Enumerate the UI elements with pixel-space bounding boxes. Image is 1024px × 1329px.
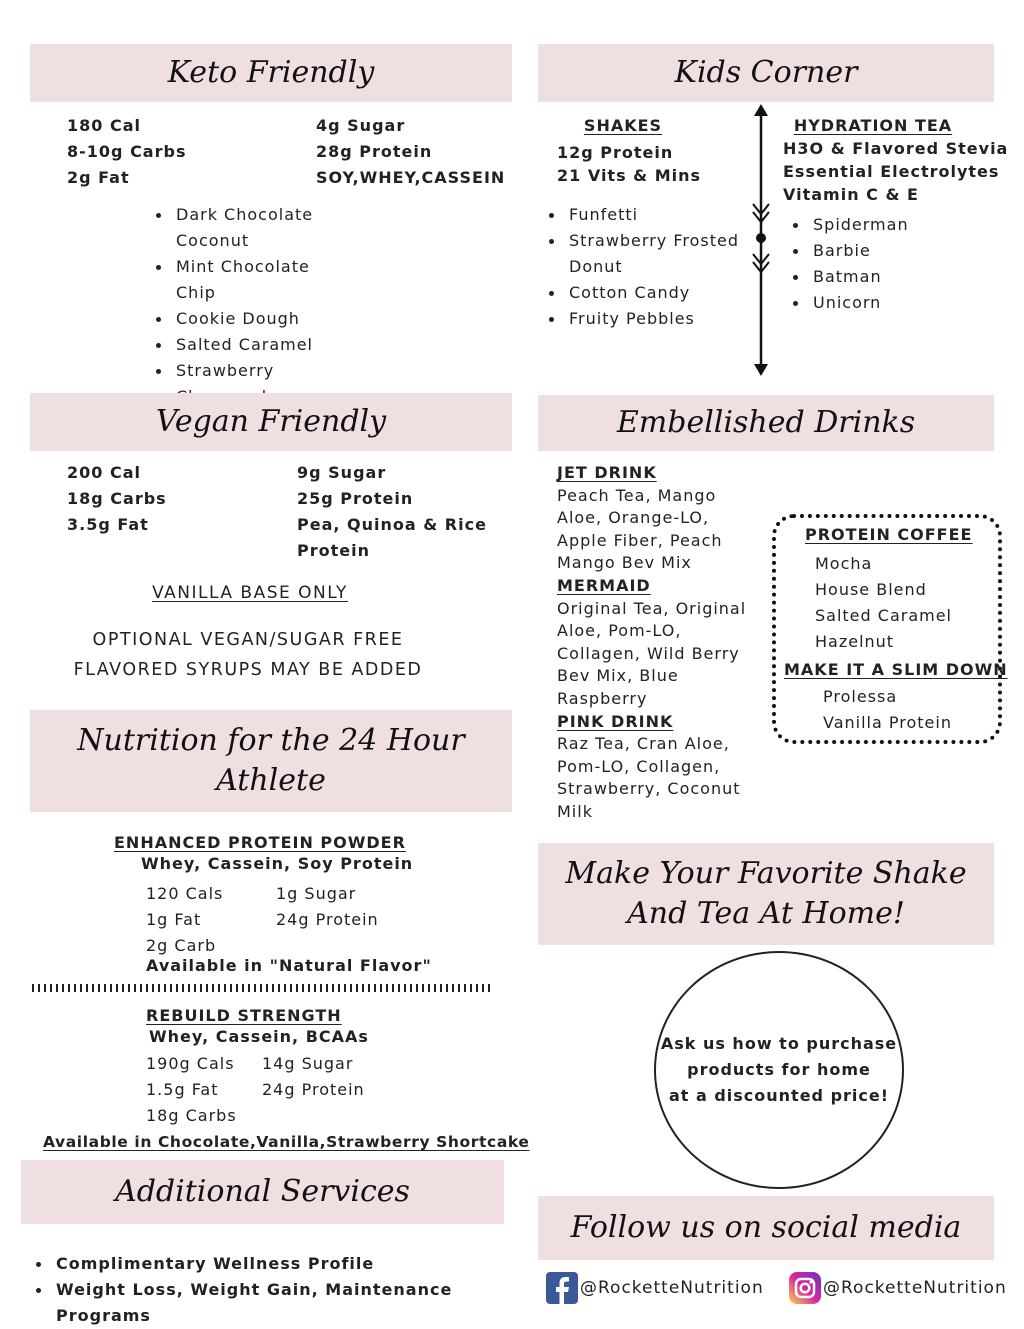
- home-title-line: Make Your Favorite Shake: [565, 855, 967, 891]
- embellished-title: [538, 395, 994, 451]
- keto-stat: 180 Cal: [67, 116, 141, 135]
- syrup-note-line: FLAVORED SYRUPS MAY BE ADDED: [73, 660, 423, 680]
- slim-heading: MAKE IT A SLIM DOWN: [784, 660, 1008, 679]
- stat: 120 Cals: [146, 884, 224, 903]
- list-item: Funfetti: [549, 202, 744, 228]
- list-item: Cotton Candy: [549, 280, 744, 306]
- list-item: Hazelnut: [815, 632, 895, 651]
- jet-drink-name: JET DRINK: [557, 463, 657, 482]
- vegan-stats-right: [297, 460, 507, 564]
- list-item: Vanilla Protein: [823, 713, 952, 732]
- shakes-info: [557, 141, 701, 187]
- keto-stat: 4g Sugar: [316, 116, 406, 135]
- keto-stat: 8-10g Carbs: [67, 142, 187, 161]
- purchase-line: at a discounted price!: [668, 1086, 890, 1105]
- wavy-divider: [32, 984, 494, 992]
- slim-list: [823, 684, 952, 736]
- instagram-icon: [789, 1272, 821, 1304]
- purchase-line: products for home: [687, 1060, 871, 1079]
- list-item: Strawberry: [156, 358, 331, 410]
- coffee-list: [815, 551, 952, 655]
- facebook-link[interactable]: [546, 1272, 764, 1304]
- home-title-line: And Tea At Home!: [627, 896, 905, 931]
- athlete-title: [30, 710, 512, 812]
- tea-info-line: Essential Electrolytes: [783, 162, 1000, 181]
- list-item: Mint Chocolate Chip: [156, 254, 331, 306]
- services-list: [36, 1251, 516, 1329]
- list-item: Batman: [793, 264, 963, 290]
- shakes-heading: SHAKES: [583, 116, 663, 135]
- p2-right: [262, 1051, 365, 1103]
- keto-stat: 2g Fat: [67, 168, 130, 187]
- list-item: Barbie: [793, 238, 963, 264]
- purchase-line: Ask us how to purchase: [660, 1034, 898, 1053]
- keto-stat: SOY,WHEY,CASSEIN: [316, 168, 506, 187]
- vegan-title: [30, 393, 512, 451]
- list-item: House Blend: [815, 580, 927, 599]
- keto-title-text: Keto Friendly: [167, 54, 375, 90]
- vegan-stat: Pea, Quinoa & Rice Protein: [297, 515, 487, 560]
- tea-info-line: Vitamin C & E: [783, 185, 919, 204]
- p1-availability: Available in "Natural Flavor": [146, 956, 432, 975]
- athlete-title-line: Nutrition for the 24 Hour: [77, 722, 465, 758]
- list-item: Prolessa: [823, 687, 898, 706]
- list-item: Unicorn: [793, 290, 963, 316]
- social-title-text: Follow us on social media: [570, 1209, 962, 1245]
- rebuild-sub: Whey, Cassein, BCAAs: [149, 1027, 369, 1046]
- list-item: Complimentary Wellness Profile: [36, 1251, 516, 1277]
- list-item: Spiderman: [793, 212, 963, 238]
- athlete-title-line: Athlete: [216, 763, 326, 798]
- keto-stat: 28g Protein: [316, 142, 433, 161]
- arrow-divider-icon: [748, 104, 774, 376]
- list-item: Cookie Dough: [156, 306, 331, 332]
- instagram-link[interactable]: [789, 1272, 1007, 1304]
- services-title: [21, 1160, 504, 1224]
- protein-powder-heading: ENHANCED PROTEIN POWDER: [114, 833, 406, 852]
- purchase-text: [661, 1031, 897, 1109]
- p2-availability: Available in Chocolate,Vanilla,Strawberry Shortcake: [43, 1133, 530, 1151]
- purchase-circle: [654, 951, 904, 1189]
- p2-left: [146, 1051, 237, 1129]
- shakes-info-line: 12g Protein: [557, 143, 674, 162]
- stat: 1.5g Fat: [146, 1080, 219, 1099]
- list-item: Salted Caramel: [156, 332, 331, 358]
- p1-left: [146, 881, 223, 959]
- stat: 18g Carbs: [146, 1106, 237, 1125]
- stat: 1g Sugar: [276, 884, 357, 903]
- syrup-note: [30, 625, 466, 685]
- list-item: Salted Caramel: [815, 606, 952, 625]
- keto-stats-left: [67, 113, 297, 191]
- protein-powder-sub: Whey, Cassein, Soy Protein: [141, 854, 414, 873]
- list-item: Dark Chocolate Coconut: [156, 202, 331, 254]
- rebuild-heading: REBUILD STRENGTH: [146, 1006, 342, 1025]
- keto-flavor-list: [156, 202, 331, 410]
- services-title-text: Additional Services: [115, 1173, 410, 1209]
- stat: 24g Protein: [276, 910, 379, 929]
- vegan-stat: 9g Sugar: [297, 463, 387, 482]
- social-title: [538, 1196, 994, 1260]
- vanilla-base-note: VANILLA BASE ONLY: [152, 583, 348, 603]
- tea-info-line: H3O & Flavored Stevia: [783, 139, 1009, 158]
- vegan-stat: 3.5g Fat: [67, 515, 149, 534]
- stat: 190g Cals: [146, 1054, 235, 1073]
- stat: 14g Sugar: [262, 1054, 354, 1073]
- keto-stats-right: [316, 113, 516, 191]
- pink-drink-name: PINK DRINK: [557, 711, 674, 731]
- jet-drink-desc: Peach Tea, Mango Aloe, Orange-LO, Apple Fiber, Peach Mango Bev Mix: [557, 485, 723, 573]
- vegan-stats-left: [67, 460, 267, 538]
- mermaid-desc: Original Tea, Original Aloe, Pom-LO, Collagen, Wild Berry Bev Mix, Blue Raspberry: [557, 598, 747, 708]
- vegan-stat: 200 Cal: [67, 463, 141, 482]
- vegan-title-text: Vegan Friendly: [155, 403, 387, 439]
- mermaid-name: MERMAID: [557, 575, 651, 595]
- list-item: Mocha: [815, 554, 873, 573]
- facebook-handle: @RocketteNutrition: [580, 1278, 764, 1298]
- instagram-handle: @RocketteNutrition: [823, 1278, 1007, 1298]
- facebook-icon: [546, 1272, 578, 1304]
- coffee-heading: PROTEIN COFFEE: [805, 525, 973, 544]
- home-title: [538, 843, 994, 945]
- pink-drink-desc: Raz Tea, Cran Aloe, Pom-LO, Collagen, Strawberry, Coconut Milk: [557, 734, 741, 821]
- list-item: Fruity Pebbles: [549, 306, 744, 332]
- list-item: Strawberry Frosted Donut: [549, 228, 744, 280]
- list-item: Weight Loss, Weight Gain, Maintenance Programs: [36, 1277, 516, 1329]
- tea-heading: HYDRATION TEA: [793, 116, 953, 135]
- vegan-stat: 25g Protein: [297, 489, 414, 508]
- vegan-stat: 18g Carbs: [67, 489, 167, 508]
- stat: 1g Fat: [146, 910, 202, 929]
- stat: 2g Carb: [146, 936, 217, 955]
- tea-list: [793, 212, 963, 316]
- shakes-info-line: 21 Vits & Mins: [557, 166, 702, 185]
- tea-info: [783, 137, 1008, 206]
- syrup-note-line: OPTIONAL VEGAN/SUGAR FREE: [92, 630, 404, 650]
- drink-list: [557, 462, 753, 824]
- stat: 24g Protein: [262, 1080, 365, 1099]
- shakes-list: [549, 202, 744, 332]
- embellished-title-text: Embellished Drinks: [616, 404, 916, 440]
- keto-title: [30, 44, 512, 102]
- kids-title: [538, 44, 994, 102]
- kids-title-text: Kids Corner: [674, 54, 858, 90]
- p1-right: [276, 881, 379, 933]
